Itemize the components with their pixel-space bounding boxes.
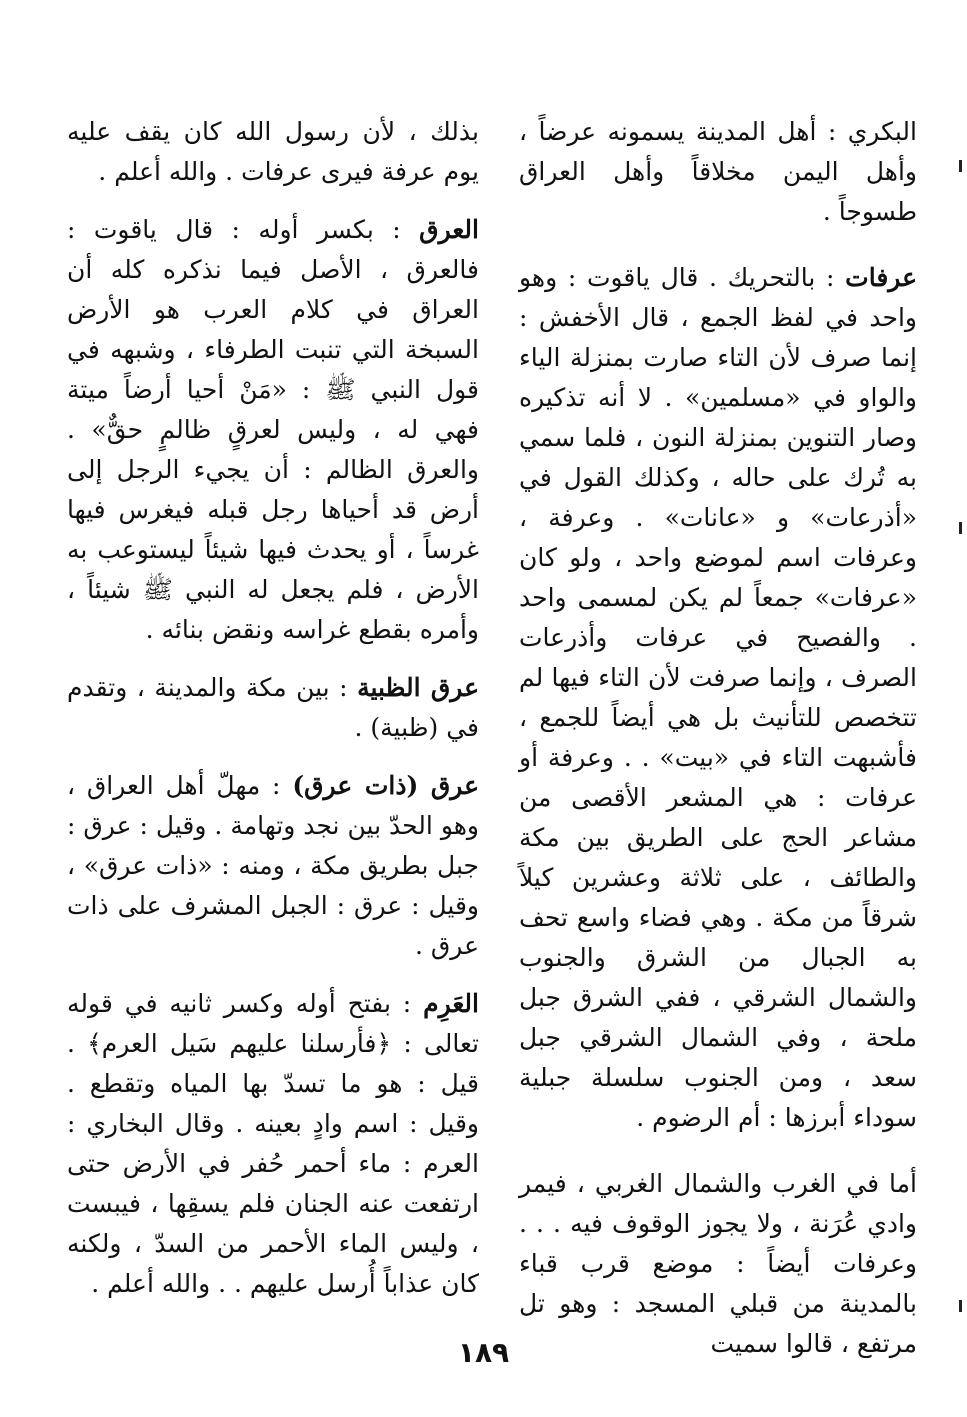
entry-text: أما في الغرب والشمال الغربي ، فيمر وادي عُرَنة ، ولا يجوز الوقوف فيه . . . وعرفات أيضاً : موضع قرب قباء بالمدينة من قبلي المسجد : وهو تل مرتفع ، قالوا سميت — [519, 1169, 917, 1358]
paragraph-bakri — [519, 112, 917, 232]
paragraph-arafat — [519, 258, 917, 1138]
entry-term: العَرِم — [423, 989, 479, 1018]
entry-text: : بفتح أوله وكسر ثانيه في قوله تعالى : ﴿فأرسلنا عليهم سَيل العرم﴾ . قيل : هو ما تسدّ بها المياه وتقطع . وقيل : اسم وادٍ بعينه . وقال البخاري : العرم : ماء أحمر حُفر في الأرض حتى ارتفعت عنه الجنان فلم يسقِها ، فيبست ، وليس الماء الأحمر من السدّ ، ولكنه كان عذاباً أُرسل عليهم . . والله أعلم . — [67, 989, 479, 1298]
paragraph-continuation — [67, 112, 479, 192]
left-column — [67, 112, 479, 1322]
paragraph-irq-al-zabya — [67, 668, 479, 748]
entry-text: : بكسر أوله : قال ياقوت : فالعرق ، الأصل فيما نذكره كله أن العراق في كلام العرب هو الأرض السبخة التي تنبت الطرفاء ، وشبهه في قول النبي ﷺ : «مَنْ أحيا أرضاً ميتة فهي له ، وليس لعرقٍ ظالمٍ حقٌّ» . والعرق الظالم : أن يجيء الرجل إلى أرض قد أحياها رجل قبله فيغرس فيها غرساً ، أو يحدث فيها شيئاً ليستوعب به الأرض ، فلم يجعل له النبي ﷺ شيئاً ، وأمره بقطع غراسه ونقض بنائه . — [67, 215, 479, 644]
margin-mark — [959, 1300, 962, 1312]
page-number: ١٨٩ — [457, 1336, 510, 1369]
entry-term: عرفات — [845, 263, 917, 292]
margin-mark — [959, 160, 962, 172]
entry-term: العرق — [419, 215, 479, 244]
entry-text: : بين مكة والمدينة ، وتقدم في (ظبية) . — [67, 673, 479, 742]
right-column — [519, 112, 917, 1382]
margin-mark — [959, 522, 962, 534]
entry-term: عرق (ذات عرق) — [292, 771, 479, 800]
entry-text: : بالتحريك . قال ياقوت : وهو واحد في لفظ الجمع ، قال الأخفش : إنما صرف لأن التاء صارت بمنزلة الياء والواو في «مسلمين» . لا أنه تذكيره وصار التنوين بمنزلة النون ، فلما سمي به تُرك على حاله ، وكذلك القول في «أذرعات» و «عانات» . وعرفة ، وعرفات اسم لموضع واحد ، ولو كان «عرفات» جمعاً لم يكن لمسمى واحد . والفصيح في عرفات وأذرعات الصرف ، وإنما صرفت لأن التاء فيها لم تتخصص للتأنيث بل هي أيضاً للجمع ، فأشبهت التاء في «بيت» . . وعرفة أو عرفات : هي المشعر الأقصى من مشاعر الحج على الطريق بين مكة والطائف ، على ثلاثة وعشرين كيلاً شرقاً من مكة . وهي فضاء واسع تحف به الجبال من الشرق والجنوب والشمال الشرقي ، ففي الشرق جبل ملحة ، وفي الشمال الشرقي جبل سعد ، ومن الجنوب سلسلة جبلية سوداء أبرزها : أم الرضوم . — [519, 263, 917, 1132]
entry-text: : مهلّ أهل العراق ، وهو الحدّ بين نجد وتهامة . وقيل : عرق : جبل بطريق مكة ، ومنه : «ذات عرق» ، وقيل : عرق : الجبل المشرف على ذات عرق . — [67, 771, 479, 960]
paragraph-al-irq — [67, 210, 479, 650]
paragraph-west — [519, 1164, 917, 1364]
entry-text: البكري : أهل المدينة يسمونه عرضاً ، وأهل اليمن مخلاقاً وأهل العراق طسوجاً . — [519, 117, 917, 226]
paragraph-al-arim — [67, 984, 479, 1304]
entry-text: بذلك ، لأن رسول الله كان يقف عليه يوم عرفة فيرى عرفات . والله أعلم . — [67, 117, 479, 186]
paragraph-dhat-irq — [67, 766, 479, 966]
entry-term: عرق الظبية — [357, 673, 479, 702]
